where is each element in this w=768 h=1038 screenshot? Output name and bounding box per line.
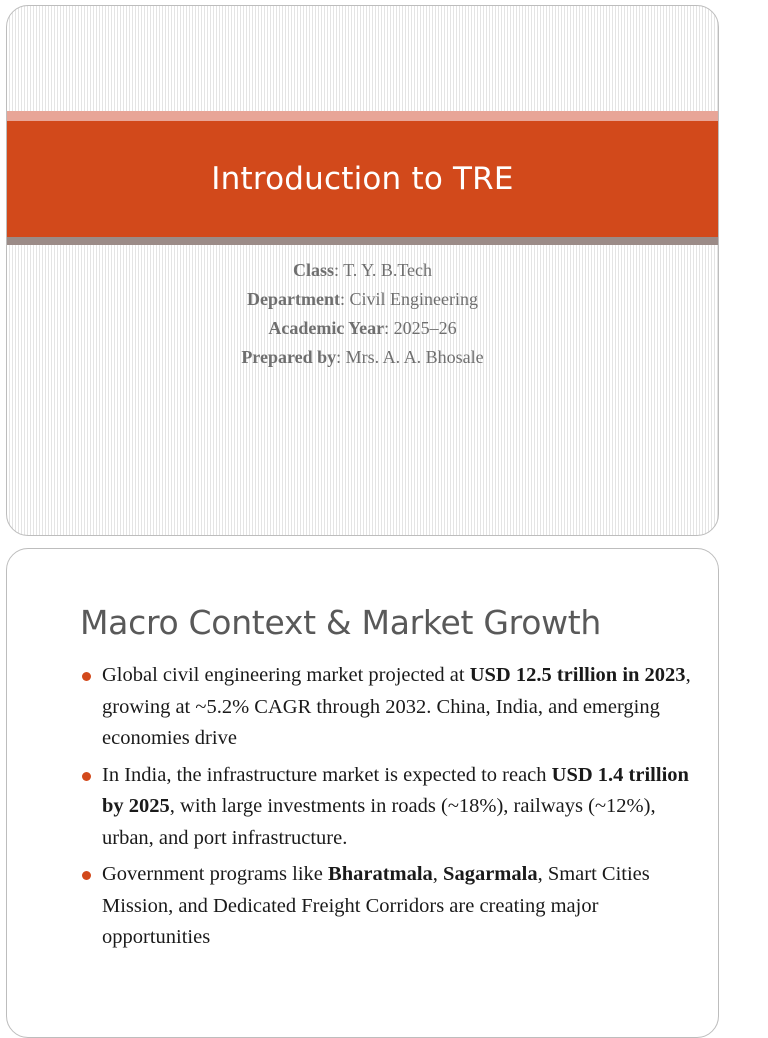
course-info (7, 256, 718, 372)
info-prepared-by: Prepared by: Mrs. A. A. Bhosale (241, 347, 484, 367)
content-slide (6, 548, 719, 1038)
accent-band-bottom (7, 237, 718, 245)
bullet-item-market: Global civil engineering market projected at USD 12.5 trillion in 2023, growing at ~5.2% CAGR through 2032. China, India, and emerging economies drive (7, 660, 698, 755)
bullet-dot-icon (82, 772, 91, 781)
bullet-item-india: In India, the infrastructure market is expected to reach USD 1.4 trillion by 2025, with large investments in roads (~18%), railways (~12%), urban, and port infrastructure. (7, 760, 698, 855)
slide-title: Introduction to TRE (211, 161, 514, 197)
info-class: Class: T. Y. B.Tech (292, 260, 433, 280)
info-department: Department: Civil Engineering (247, 289, 478, 309)
bullet-list (7, 660, 698, 959)
bullet-dot-icon (82, 672, 91, 681)
slide-heading: Macro Context & Market Growth (80, 603, 602, 642)
title-slide (6, 5, 719, 536)
accent-band-top (7, 111, 718, 121)
bullet-dot-icon (82, 871, 91, 880)
bullet-item-programs: Government programs like Bharatmala, Sagarmala, Smart Cities Mission, and Dedicated Freight Corridors are creating major opportunities (7, 859, 698, 954)
info-academic-year: Academic Year: 2025–26 (268, 318, 457, 338)
title-band (7, 121, 718, 237)
